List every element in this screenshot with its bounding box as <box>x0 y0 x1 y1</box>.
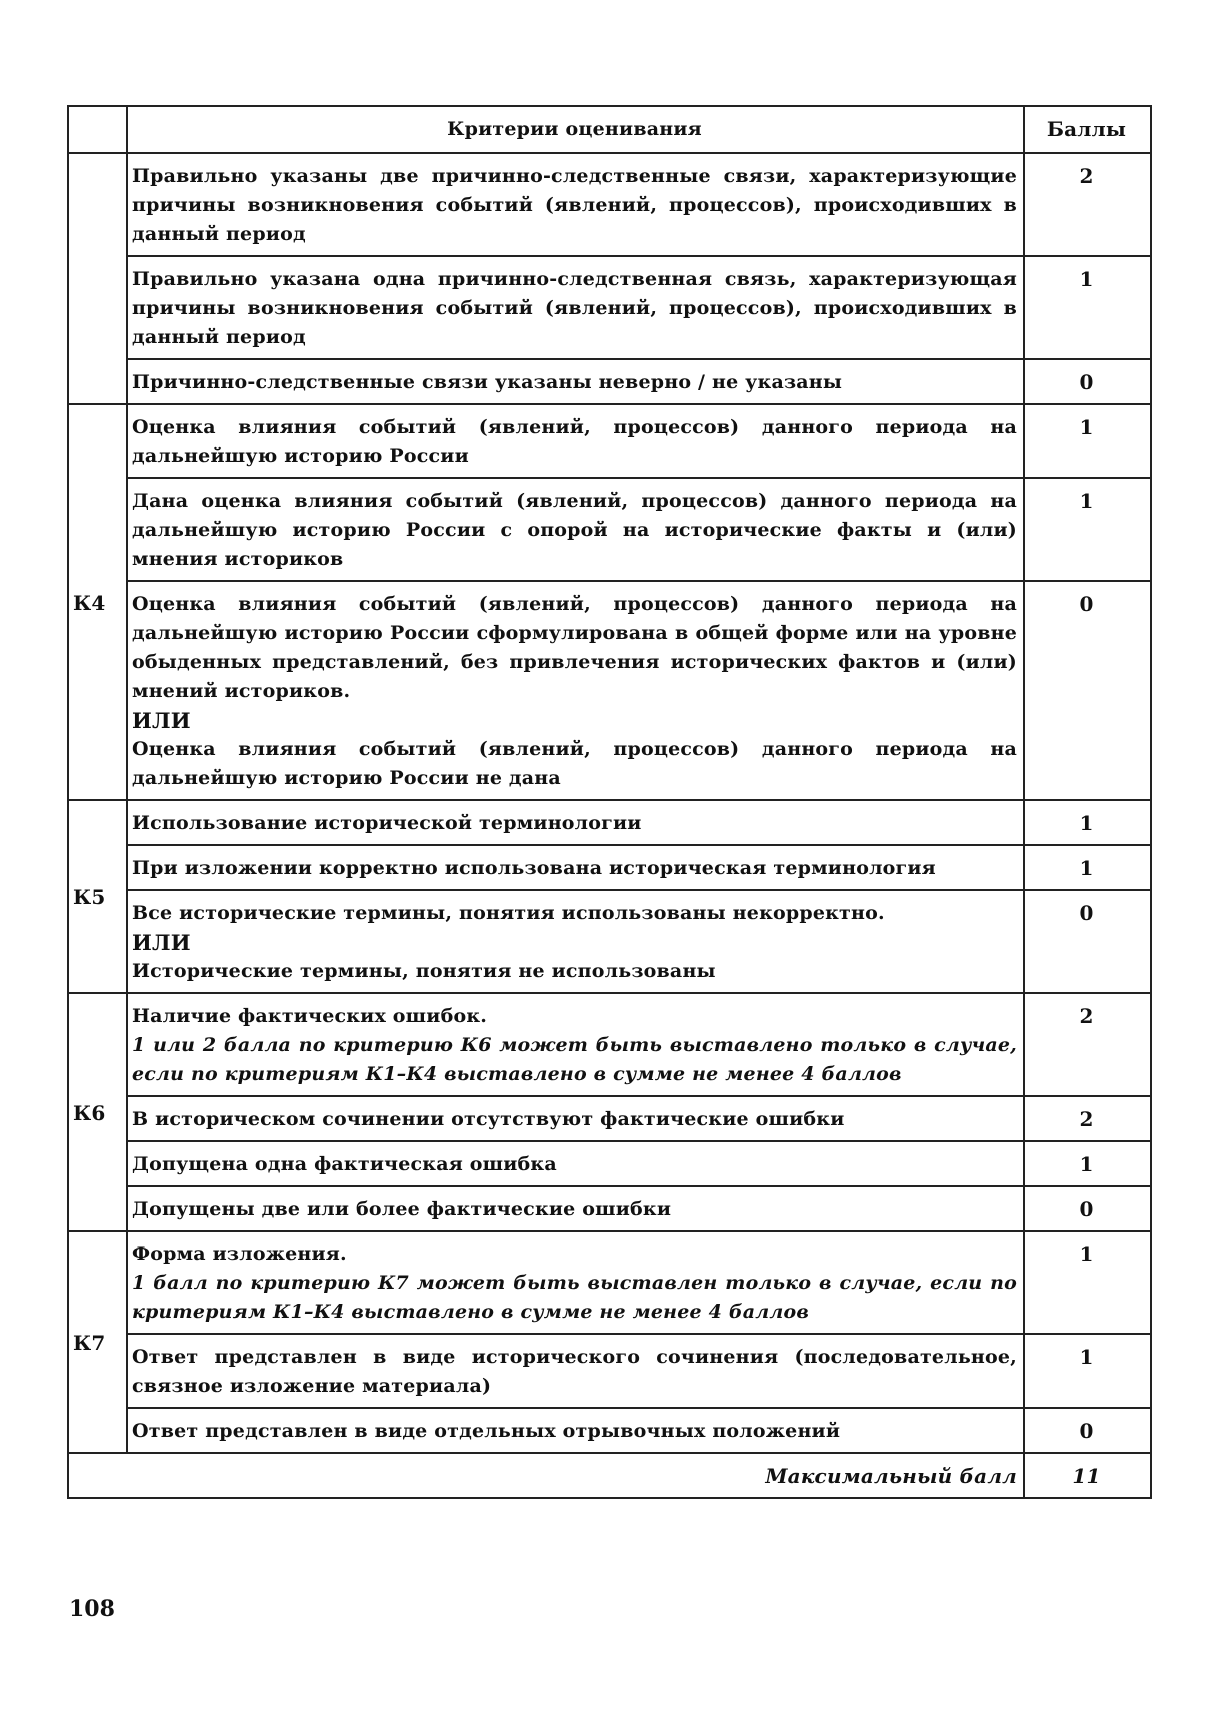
total-points: 11 <box>1024 1453 1151 1498</box>
criterion-points: 0 <box>1024 581 1151 800</box>
criterion-points: 2 <box>1024 1096 1151 1141</box>
criterion-points: 1 <box>1024 845 1151 890</box>
criterion-text-alt: Оценка влияния событий (явлений, процессов) данного периода на дальнейшую историю России не дана <box>132 738 1017 789</box>
criterion-note: 1 или 2 балла по критерию К6 может быть выставлено только в случае, если по критериям К1–К4 выставлено в сумме не менее 4 баллов <box>132 1034 1017 1085</box>
criterion-points: 1 <box>1024 1141 1151 1186</box>
table-row <box>68 800 1151 845</box>
criterion-title: Наличие фактических ошибок. <box>132 1005 488 1027</box>
header-points: Баллы <box>1024 106 1151 153</box>
criterion-code-k4: К4 <box>68 404 127 800</box>
header-code-cell <box>68 106 127 153</box>
criterion-text: Допущена одна фактическая ошибка <box>127 1141 1024 1186</box>
criterion-text: Оценка влияния событий (явлений, процессов) данного периода на дальнейшую историю России сформулирована в общей форме или на уровне обыденных представлений, без привлечения исторических фактов и (или) мнений историков. <box>132 593 1017 702</box>
header-criteria: Критерии оценивания <box>127 106 1024 153</box>
or-label: ИЛИ <box>132 930 191 955</box>
table-row <box>68 1334 1151 1408</box>
criterion-title-points: 1 <box>1024 404 1151 478</box>
criterion-points: 1 <box>1024 478 1151 581</box>
criterion-text-block <box>127 890 1024 993</box>
criterion-text: Причинно-следственные связи указаны неверно / не указаны <box>127 359 1024 404</box>
criterion-code-k6: К6 <box>68 993 127 1231</box>
criterion-text-block <box>127 581 1024 800</box>
criterion-title: Использование исторической терминологии <box>127 800 1024 845</box>
table-row <box>68 845 1151 890</box>
criterion-code-k5: К5 <box>68 800 127 993</box>
criterion-text-alt: Исторические термины, понятия не использованы <box>132 960 716 982</box>
criterion-text: Правильно указана одна причинно-следственная связь, характеризующая причины возникновения событий (явлений, процессов), происходивших в данный период <box>127 256 1024 359</box>
page-number: 108 <box>69 1596 115 1622</box>
criterion-points: 2 <box>1024 153 1151 256</box>
criterion-text: При изложении корректно использована историческая терминология <box>127 845 1024 890</box>
table-row <box>68 1186 1151 1231</box>
criterion-title: Оценка влияния событий (явлений, процессов) данного периода на дальнейшую историю России <box>127 404 1024 478</box>
criterion-title-block <box>127 993 1024 1096</box>
criterion-text: Все исторические термины, понятия использованы некорректно. <box>132 902 885 924</box>
criterion-points: 0 <box>1024 890 1151 993</box>
total-label: Максимальный балл <box>68 1453 1024 1498</box>
criterion-text: Допущены две или более фактические ошибки <box>127 1186 1024 1231</box>
table-row <box>68 404 1151 478</box>
criterion-points: 1 <box>1024 256 1151 359</box>
criterion-title: Форма изложения. <box>132 1243 347 1265</box>
table-row <box>68 1408 1151 1453</box>
table-row <box>68 890 1151 993</box>
table-row <box>68 478 1151 581</box>
criterion-title-points: 1 <box>1024 1231 1151 1334</box>
or-label: ИЛИ <box>132 708 191 733</box>
criterion-title-points: 2 <box>1024 993 1151 1096</box>
criterion-title-block <box>127 1231 1024 1334</box>
criterion-code <box>68 153 127 404</box>
criterion-text: Дана оценка влияния событий (явлений, процессов) данного периода на дальнейшую историю России с опорой на исторические факты и (или) мнения историков <box>127 478 1024 581</box>
criterion-points: 0 <box>1024 1186 1151 1231</box>
table-header-row <box>68 106 1151 153</box>
criterion-points: 0 <box>1024 1408 1151 1453</box>
criterion-note: 1 балл по критерию К7 может быть выставлен только в случае, если по критериям К1–К4 выставлено в сумме не менее 4 баллов <box>132 1272 1017 1323</box>
table-row <box>68 256 1151 359</box>
criterion-text: Ответ представлен в виде исторического сочинения (последовательное, связное изложение материала) <box>127 1334 1024 1408</box>
criterion-text: Ответ представлен в виде отдельных отрывочных положений <box>127 1408 1024 1453</box>
criterion-text: Правильно указаны две причинно-следственные связи, характеризующие причины возникновения событий (явлений, процессов), происходивших в данный период <box>127 153 1024 256</box>
table-row <box>68 1141 1151 1186</box>
table-row <box>68 1096 1151 1141</box>
criteria-table <box>67 105 1152 1499</box>
table-row <box>68 153 1151 256</box>
criterion-text: В историческом сочинении отсутствуют фактические ошибки <box>127 1096 1024 1141</box>
total-row <box>68 1453 1151 1498</box>
table-row <box>68 993 1151 1096</box>
criterion-code-k7: К7 <box>68 1231 127 1453</box>
criterion-points: 0 <box>1024 359 1151 404</box>
table-row <box>68 581 1151 800</box>
criterion-title-points: 1 <box>1024 800 1151 845</box>
criterion-points: 1 <box>1024 1334 1151 1408</box>
table-row <box>68 1231 1151 1334</box>
table-row <box>68 359 1151 404</box>
